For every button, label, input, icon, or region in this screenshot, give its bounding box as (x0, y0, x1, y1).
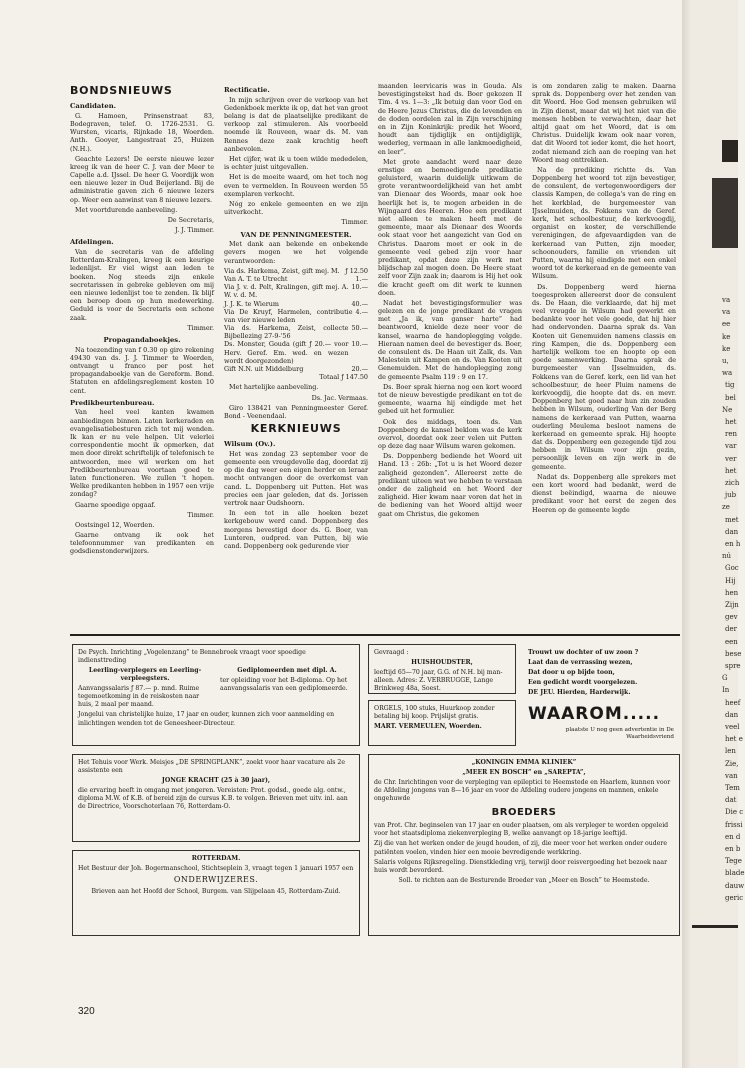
adjacent-page-fragment: Zie, (725, 759, 739, 768)
adjacent-page-fragment: va (722, 308, 731, 317)
column-1 (70, 82, 214, 630)
ad-text: Salaris volgens Rijksregeling. Dienstkleding vrij, terwijl door reisvergoeding het bezoek naar huis wordt bevorderd. (374, 858, 668, 874)
ad-signature: MART. VERMEULEN, Woerden. (374, 723, 482, 731)
predikbeurten-heading: Predikbeurtenbureau. (70, 398, 155, 407)
ad-line: Een gedicht wordt voorgelezen. (528, 679, 638, 687)
adjacent-page-fragment: dan (725, 710, 739, 719)
adjacent-page-fragment: veel (725, 723, 740, 731)
ad-intro: Het Tehuis voor Werk. Meisjes „DE SPRINGPLANK”, zoekt voor haar vacature als 2e assistente een (78, 759, 346, 775)
section-divider (70, 634, 680, 636)
donation-row: Gift N.N. uit Middelburg 20.— (224, 365, 368, 373)
bondsnieuws-heading: BONDSNIEUWS (70, 84, 173, 97)
adjacent-page-fragment: Zijn (725, 601, 739, 609)
adjacent-page-fragment: van (725, 771, 738, 780)
kerknieuws-heading: KERKNIEUWS (250, 422, 342, 436)
ad-heading: ONDERWIJZERES. (173, 875, 259, 885)
signature: Timmer. (341, 218, 368, 227)
ad-vogelenzang (72, 644, 360, 746)
ad-heading: ROTTERDAM. (191, 855, 241, 862)
adjacent-page-fragment: en b (725, 845, 741, 853)
adjacent-page-fragment: len (725, 747, 736, 756)
ad-waarom (522, 698, 680, 746)
ad-heading: HUISHOUDSTER, (411, 659, 473, 667)
adjacent-page-fragment: heef (725, 698, 741, 707)
donation-row: Van A. T. te Utrecht 1.— (224, 274, 368, 283)
ad-right (220, 667, 354, 711)
signature: Ds. Jac. Vermaas. (311, 393, 368, 402)
kerknieuws-text: Nadat ds. Doppenberg alle sprekers met een kort woord had bedankt, werd de dienst beëindigd, waarna de nieuwe predikant voor het eerst de zegen des Heeren op de gemeente legde (532, 472, 676, 514)
adjacent-page-fragment: een (725, 637, 738, 646)
propaganda-heading: Propagandaboekjes. (103, 335, 181, 344)
adjacent-page-fragment: ke (722, 332, 731, 341)
adjacent-page-fragment: zich (725, 479, 740, 487)
ad-text: de Chr. Inrichtingen voor de verpleging van epileptici te Heemstede en Haarlem, kunnen voor de Afdeling jongens van 8—16 jaar en voor de Afdeling oudere jongens en mannen, enkele ongehuwde (374, 779, 671, 803)
rectificatie-text: Nóg zo enkele gemeenten en we zijn uitverkocht. (224, 199, 368, 217)
adjacent-page-fragment: ze (722, 503, 730, 512)
ad-line: Laat dan de verrassing wezen, (528, 659, 633, 667)
adjacent-page (692, 0, 745, 1068)
adjacent-page-fragment: Hij (725, 576, 736, 585)
kerknieuws-text: is om zondaren zalig te maken. Daarna sprak ds. Doppenberg over het zenden van dit Woord. Hoe God mensen gebruiken wil in Zijn dienst, maar dat wij het niet van die mensen hebben te verwachten, daar het altijd gaat om het Woord, dat is om Christus. Duidelijk kwam ook naar voren, dat dit Woord tot ieder komt, die het hoort, zodat niemand zich aan de roeping van het Woord mag onttrekken. (532, 82, 676, 164)
adjacent-page-fragment: en d (725, 832, 741, 841)
column-2 (224, 82, 368, 630)
signature: Timmer. (187, 510, 214, 519)
adjacent-page-fragment: var (725, 442, 737, 451)
candidaten-heading: Candidaten. (70, 102, 117, 111)
adjacent-page-fragment: Tem (725, 784, 740, 792)
ad-text: van Prot. Chr. beginselen van 17 jaar en ouder plaatsen, om als verpleger te worden opgeleid voor het staatsdiploma ziekenverpleging B, welke aanvangt op 18-jarige leeftijd. (374, 822, 669, 838)
ad-intro: De Psych. Inrichting „Vogelenzang” te Bennebroek vraagt voor spoedige indiensttreding (78, 649, 306, 665)
article-columns (70, 82, 680, 630)
ad-waarom-title: WAAROM..... (528, 704, 661, 724)
ad-footer: Soll. te richten aan de Besturende Broeder van „Meer en Bosch” te Heemstede. (398, 876, 650, 884)
donation-row: Via J. v. d. Pelt, Kralingen, gift mej. A. W. v. d. M. 10.— (224, 283, 368, 300)
ad-waarom-sub: plaatste U nog geen advertentie in De Waarheidsvriend (565, 727, 674, 741)
ad-left (78, 667, 212, 711)
column-3 (378, 82, 522, 630)
adjacent-page-fragment: het e (725, 735, 743, 744)
donation-total: Totaal ƒ 147.50 (319, 373, 368, 382)
bond-paragraph: Met voortdurende aanbeveling. (75, 205, 178, 214)
adjacent-page-fragment: jub (725, 491, 737, 500)
adjacent-page-block (722, 140, 738, 162)
ad-big-heading: BROEDERS (491, 807, 557, 819)
predikbeurten-text: Gaarne ontvang ik ook het telefoonnummer van predikanten en godsdienstonderwijzers. (70, 531, 214, 556)
adjacent-page-rule (692, 925, 738, 928)
adjacent-page-fragment: Die c (725, 808, 744, 817)
adjacent-page-fragment: ke (722, 344, 731, 353)
adjacent-page-fragment: tig (725, 381, 735, 390)
ad-huishoudster (368, 644, 516, 694)
adjacent-page-fragment: Goc (725, 564, 739, 573)
ad-footer: Jongelui van christelijke huize, 17 jaar en ouder, kunnen zich voor aanmelding en inlichtingen wenden tot de Geneesheer-Directeur. (78, 711, 335, 727)
propaganda-text: Na toezending van f 0.30 op giro rekening 49430 van ds. J. J. Timmer te Woerden, ontvangt u franco per post het propagandaboekje van de Gereform. Bond. Statuten en afdelingsreglement kosten 10 cent. (70, 345, 214, 395)
adjacent-page-fragment: dat (725, 796, 737, 805)
signature: J. J. Timmer. (175, 226, 214, 235)
kerknieuws-text: Met grote aandacht werd naar deze ernstige en bemoedigende predikatie geluisterd, waarin duidelijk uitkwam de grote verantwoordelijkheid van het ambt van Dienaar des Woords, maar ook hoe heerlijk het is, te mogen arbeiden in de Wijngaard des Heeren. Hoe een predikant niet alleen te maken heeft met de gemeente, maar als Dienaar des Woords ook staat voor het aangezicht van God en Christus. Daarom moet er ook in de gemeente veel gebed zijn voor haar predikant, opdat deze zijn werk met blijdschap zal mogen doen. De Heere staat zelf voor Zijn zaak in; daarom is Hij het ook die kracht geeft om dit werk te kunnen doen. (378, 157, 522, 297)
adjacent-page-fragment: G (722, 674, 728, 683)
adjacent-page-fragment: Ne (722, 405, 733, 414)
ad-footer: Brieven aan het Hoofd der School, Burgem. van Slijpelaan 45, Rotterdam-Zuid. (91, 887, 341, 895)
donation-row: J. J. K. te Wierum 40.— (224, 299, 368, 308)
ad-text: leeftijd 65—70 jaar, G.G. of N.H. bij man-alleen. Adres: Z. VERBRUGGE, Lange Brinkweg 48a, Soest. (374, 669, 503, 693)
adjacent-page-fragment: het (725, 418, 737, 426)
page-number: 320 (78, 1006, 95, 1017)
ad-line: Trouwt uw dochter of uw zoon ? (528, 649, 639, 656)
adjacent-page-fragment: ee (722, 320, 731, 329)
ad-text: Zij die van het werken onder de jeugd houden, of zij, die meer voor het werken onder oudere patiënten voelen, vinden hier een mooie bevredigende werkkring. (374, 840, 667, 856)
ad-orgels (368, 700, 516, 746)
bond-paragraph: Geachte Lezers! De eerste nieuwe lezer kreeg ik van de heer C. J. van der Meer te Capelle a.d. IJssel. De heer G. Voordijk won een nieuwe lezer in Oud Beijerland. Bij de administratie gaven zich 6 nieuwe lezers op. Weer een aanwinst van 8 nieuwe lezers. (70, 154, 214, 204)
kerknieuws-text: Ook des middags, toen ds. Van Doppenberg de kansel beklom was de kerk overvol, doordat ook zeer velen uit Putten op deze dag naar Wilsum waren gekomen. (378, 417, 522, 451)
adjacent-page-fragment: der (725, 625, 737, 634)
ad-emma-kliniek (368, 754, 680, 936)
afdelingen-heading: Afdelingen. (70, 238, 114, 247)
rectificatie-text: In mijn schrijven over de verkoop van het Gedenkboek merkte ik op, dat het van groot belang is dat de plaatselijke predikant de verkoop zal stimuleren. Als voorbeeld noemde ik Rouveen, waar ds. M. van Rennes deze zaak krachtig heeft aanbevolen. (224, 95, 368, 153)
kerknieuws-text: In een tot in alle hoeken bezet kerkgebouw werd cand. Doppenberg des morgens bevestigd door ds. G. Boer, van Lunteren, oudpred. van Putten, bij wie cand. Doppenberg ook gedurende vier (224, 509, 368, 550)
ad-text: Het Bestuur der Joh. Bogermanschool, Stichtseplein 3, vraagt tegen 1 januari 1957 een (78, 865, 354, 873)
afdelingen-text: Van de secretaris van de afdeling Rotterdam-Kralingen, kreeg ik een keurige ledenlijst. Er viel wigst aan leden te boeken. Nog steeds zijn enkele secretarissen in gebreke gebleven om mij een nieuwe ledenlijst toe te zenden. Ik blijf een beroep doen op hun medewerking. Geduld is voor de Secretaris een schone zaak. (70, 248, 214, 322)
donation-row: Via ds. Harkema, Zeist, collecte Bijbellezing 27-9-'56 50.— (224, 324, 368, 341)
kerknieuws-text: Nadat het bevestigingsformulier was gelezen en de jonge predikant de vragen met „Ja ik, van ganser harte” had beantwoord, knielde deze neer voor de kansel, waarna de handoplegging volgde. Hieraan namen deel de bevestiger ds. Boer, de consulent ds. De Haan uit Zalk, ds. Van Malestein uit Kampen en ds. Van Kooten uit Genemuiden. Met de handoplegging zong de gemeente Psalm 119 : 9 en 17. (378, 298, 522, 381)
candidaten-text: G. Hamoen, Prinsenstraat 83, Bodegraven, telef. O. 1726-2531. G. Wursten, vicaris, Rijnkade 18, Woerden. Anth. Gooyer, Langestraat 25, Huizen (N.H.). (70, 111, 214, 153)
book-spine (682, 0, 692, 1068)
kerknieuws-text: Ds. Boer sprak hierna nog een kort woord tot de nieuw bevestigde predikant en tot de gemeente, waarna hij eindigde met het gebed uit het formulier. (378, 382, 522, 416)
adjacent-page-fragment: ren (725, 430, 737, 439)
adjacent-page-fragment: wa (722, 369, 733, 378)
adjacent-page-fragment: bese (725, 649, 742, 658)
predikbeurten-text: Gaarne spoedige opgaaf. (75, 500, 156, 509)
adjacent-page-fragment: Tege (725, 857, 742, 866)
ad-subheading: Gediplomeerden met dipl. A. (237, 667, 337, 675)
ad-heading: „KONINGIN EMMA KLINIEK” (471, 759, 577, 766)
ad-text: Gevraagd : (374, 649, 409, 656)
adjacent-page-fragment: hen (725, 588, 739, 597)
penningmeester-intro: Met dank aan bekende en onbekende gevers mogen we het volgende verantwoorden: (224, 240, 368, 265)
ad-text: ter opleiding voor het B-diploma. Op het aanvangssalaris van een gediplomeerde. (220, 677, 348, 693)
adjacent-page-fragment: met (725, 515, 739, 524)
penningmeester-close: Met hartelijke aanbeveling. (229, 383, 319, 392)
predikbeurten-text: Van heel veel kanten kwamen aanbiedingen binnen. Laten kerkeraden en evangelisatiebesturen zich tot mij wenden. Ik kan er nu vele helpen. Uit velerlei correspondentie mocht ik opmerken, dat men door direkt schriftelijk of telefonisch te antwoorden, mee wil werken om het Predikbeurtenbureau voortaan goed te laten functioneren. We zullen 't hopen. Welke predikanten hebben in 1957 een vrije zondag? (70, 408, 214, 499)
column-4 (532, 82, 676, 630)
donation-list (224, 267, 368, 373)
ad-line: DE JEU. Hierden, Harderwijk. (528, 689, 631, 697)
ad-text: ORGELS, 100 stuks, Huurkoop zonder betaling bij koop. Prijslijst gratis. (374, 705, 495, 721)
adjacent-page-fragment: bel (725, 393, 736, 402)
adjacent-page-fragment: spre (725, 662, 741, 670)
ad-heading: „MEER EN BOSCH” en „SAREPTA”, (462, 769, 586, 777)
ad-springplank (72, 754, 360, 842)
rectificatie-text: Het cijfer, wat ik u toen wilde mededelen, is echter juist uitgevallen. (224, 155, 368, 172)
donation-row: Ds. Monster, Gouda (gift ƒ 20.— voor Herv. Geref. Em. wed. en wezen wordt doorgezonden) 10.— (224, 340, 368, 365)
signature: Timmer. (187, 323, 214, 332)
adjacent-page-fragment: blade (725, 869, 745, 878)
adjacent-page-fragment: en h (725, 540, 741, 548)
ad-trouwt (522, 644, 680, 697)
adjacent-page-fragment: ver (725, 454, 737, 463)
adjacent-page-fragment: gev (725, 613, 738, 622)
ad-text: Aanvangssalaris ƒ 87.— p. mnd. Ruime tegemoetkoming in de reiskosten naar huis, 2 maal per maand. (78, 685, 200, 709)
adjacent-page-fragment: nú (722, 552, 732, 561)
ad-heading: JONGE KRACHT (25 à 30 jaar), (161, 777, 271, 785)
kerknieuws-text: Ds. Doppenberg werd hierna toegesproken allereerst door de consulent ds. De Haan, die verklaarde, dat hij met veel vreugde in Wilsum had gewerkt en bedankte voor het vele goede, dat hij hier had ondervonden. Daarna sprak ds. Van Kooten uit Genemuiden namens classis en ring Kampen, die ds. Doppenberg een hartelijk welkom toe en hoopte op een goede samenwerking. Daarna sprak de burgemeester van IJsselmuiden, ds. Fokkens van de Geref. kerk, een lid van het schoolbestuur, de heer Pluim namens de kerkvoogdij, die hoopte dat ds. en mevr. Doppenberg het goed naar hun zin zouden hebben in Wilsum, ouderling Van der Berg namens de kerkeraad van Putten, waarna ouderling Meulema besloot namens de kerkeraad en gemeente sprak. Hij hoopte dat ds. Doppenberg een gezegende tijd zou hebben in Wilsum voor zijn gezin, persoonlijk leven en zijn werk in de gemeente. (532, 282, 676, 471)
rectificatie-heading: Rectificatie. (224, 86, 270, 94)
ad-columns (78, 667, 354, 711)
ad-rotterdam (72, 850, 360, 936)
adjacent-page-fragment: va (722, 296, 731, 304)
kerknieuws-text: Het was zondag 23 september voor de gemeente een vreugdevolle dag, doordat zij op die dag weer een eigen herder en leraar mocht ontvangen door de overkomst van cand. L. Doppenberg uit Putten. Het was precies een jaar geleden, dat ds. Jorissen vertrok naar Oudshoorn. (224, 449, 368, 508)
penningmeester-heading: VAN DE PENNINGMEESTER. (240, 230, 352, 239)
adjacent-page-fragment: In (722, 686, 730, 695)
ad-line: Dat door u op bijde toon, (528, 669, 615, 677)
adjacent-page-fragment: u, (722, 357, 729, 365)
rectificatie-text: Het is de moeite waard, om het toch nog even te vermelden. In Rouveen werden 55 exemplaren verkocht. (224, 173, 368, 198)
adjacent-page-photo (712, 178, 738, 248)
ad-text: die ervaring heeft in omgang met jongeren. Vereisten: Prot. godsd., goede alg. ontw., diploma M.W. of K.B. of bereid zijn de cursus K.B. te volgen. Brieven met uitv. inl. aan de Directrice, Voorschoterlaan 76, Rotterdam-O. (78, 787, 348, 811)
kerknieuws-text: maanden leervicaris was in Gouda. Als bevestigingstekst had ds. Boer gekozen II Tim. 4 vs. 1—3: „Ik betuig dan voor God en de Heere Jezus Christus, die de levenden en de doden oordelen zal in Zijn verschijning en in Zijn Koninkrijk: predik het Woord, houdt aan tijdiglijk en ontijdiglijk, wederleg, vermaan in alle lankmoedigheid, en leer”. (378, 82, 522, 156)
giro-text: Giro 138421 van Penningmeester Geref. Bond - Veenendaal. (224, 403, 368, 420)
adjacent-page-fragment: dauw (725, 881, 745, 890)
donation-row: Via De Kruyf, Harmelen, contributie van vier nieuwe leden 4.— (224, 307, 368, 324)
address: Oostsingel 12, Woerden. (75, 520, 155, 529)
signature: De Secretaris, (167, 216, 214, 225)
donation-row: Via ds. Harkema, Zeist, gift mej. M. ƒ 12.50 (224, 266, 368, 275)
adjacent-page-fragment: het (725, 466, 737, 475)
adjacent-page-fragment: frissi (725, 820, 743, 829)
wilsum-heading: Wilsum (Ov.). (224, 440, 276, 449)
adjacent-page-fragment: geric (725, 893, 744, 902)
kerknieuws-text: Ds. Doppenberg bediende het Woord uit Hand. 13 : 26b: „Tot u is het Woord dezer zaligheid gezonden”. Allereerst zette de predikant uiteen wat we hebben te verstaan onder de zaligheid en het Woord der zaligheid. Hier kwam naar voren dat het in de bediening van het Woord altijd weer gaat om Christus, die gekomen (378, 452, 522, 518)
adjacent-page-fragment: dan (725, 527, 739, 536)
ad-subheading: Leerling-verplegers en Leerling-verpleegsters. (88, 667, 202, 683)
kerknieuws-text: Na de prediking richtte ds. Van Doppenberg het woord tot zijn bevestiger, de consulent, de vertegenwoordigers der classis Kampen, de collega's van de ring en het kerkblad, de burgemeester van IJsselmuiden, ds. Fokkens van de Geref. kerk, het schoolbestuur, de kerkvoogdij, organist en koster, de verschillende verenigingen, de afgevaardigden van de kerkeraad van Putten, zijn moeder, schoonouders, familie en vrienden uit Putten, waarna hij eindigde met een enkel woord tot de kerkeraad en de gemeente van Wilsum. (532, 165, 676, 281)
